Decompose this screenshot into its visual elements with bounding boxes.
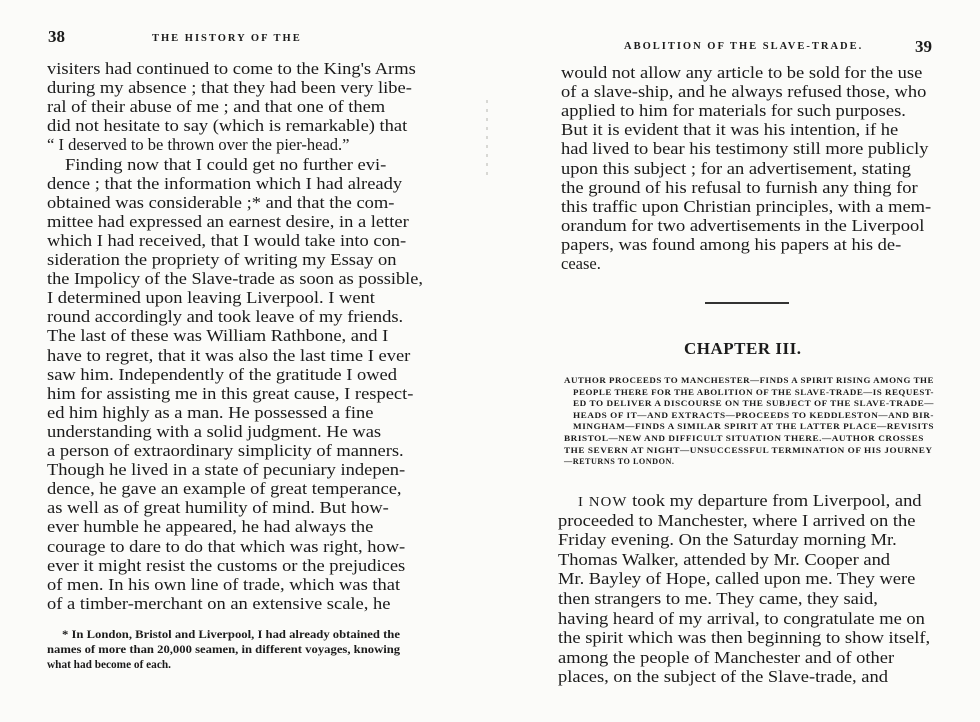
body-line: The last of these was William Rathbone, and I <box>47 326 389 346</box>
body-line: But it is evident that it was his intention, if he <box>561 120 899 140</box>
body-line: ed him highly as a man. He possessed a fine <box>47 402 374 422</box>
chapter-body-line: proceeded to Manchester, where I arrived on the <box>558 510 916 530</box>
left-running-head: THE HISTORY OF THE <box>152 33 302 44</box>
body-line: mittee had expressed an earnest desire, in a letter <box>47 211 409 231</box>
footnote-line: * In London, Bristol and Liverpool, I had already obtained the <box>62 629 400 641</box>
body-line: round accordingly and took leave of my friends. <box>47 307 404 327</box>
body-line: Finding now that I could get no further evi- <box>65 154 387 174</box>
body-line: ever humble he appeared, he had always the <box>47 517 374 537</box>
right-running-head: ABOLITION OF THE SLAVE-TRADE. <box>624 41 864 52</box>
opening-line-text: took my departure from Liverpool, and <box>627 491 922 510</box>
body-line: visiters had continued to come to the King's Arms <box>47 59 416 78</box>
chapter-body-line: then strangers to me. They came, they said, <box>558 589 878 608</box>
section-divider <box>705 302 789 304</box>
body-line: the Impolicy of the Slave-trade as soon as possible, <box>47 269 423 289</box>
body-line: which I had received, that I would take into con- <box>47 230 407 250</box>
footnote-line: names of more than 20,000 seamen, in different voyages, knowing <box>47 644 401 657</box>
chapter-first-line <box>578 491 922 511</box>
body-line: dence, he gave an example of great temperance, <box>47 479 402 499</box>
body-line: Though he lived in a state of pecuniary indepen- <box>47 460 406 480</box>
chapter-body-line: Friday evening. On the Saturday morning Mr. <box>558 530 897 550</box>
body-line: applied to him for materials for such purposes. <box>561 101 906 121</box>
summary-line: HEADS OF IT—AND EXTRACTS—PROCEEDS TO KEDDLESTON—AND BIR- <box>573 410 934 420</box>
chapter-body-line: places, on the subject of the Slave-trade, and <box>558 667 888 687</box>
body-line: as well as of great humility of mind. But how- <box>47 498 389 518</box>
body-line: would not allow any article to be sold for the use <box>561 63 923 82</box>
summary-line: THE SEVERN AT NIGHT—UNSUCCESSFUL TERMINATION OF HIS JOURNEY <box>564 445 933 455</box>
chapter-body-line: Thomas Walker, attended by Mr. Cooper and <box>558 549 891 569</box>
left-page-number: 38 <box>48 27 65 46</box>
body-line: I determined upon leaving Liverpool. I went <box>47 288 375 308</box>
body-line: had lived to bear his testimony still more publicly <box>561 139 929 159</box>
body-line: saw him. Independently of the gratitude I owed <box>47 364 397 384</box>
body-line: ral of their abuse of me ; and that one of them <box>47 97 386 117</box>
chapter-body-line: having heard of my arrival, to congratulate me on <box>558 608 925 628</box>
body-line: orandum for two advertisements in the Liverpool <box>561 215 925 235</box>
body-line: “ I deserved to be thrown over the pier-head.” <box>47 135 350 155</box>
body-line: have to regret, that it was also the last time I ever <box>47 345 411 365</box>
body-line: of men. In his own line of trade, which was that <box>47 574 401 594</box>
body-line: sideration the propriety of writing my Essay on <box>47 250 397 269</box>
body-line: of a timber-merchant on an extensive scale, he <box>47 593 391 613</box>
body-line: of a slave-ship, and he always refused those, who <box>561 82 927 102</box>
summary-line: ED TO DELIVER A DISCOURSE ON THE SUBJECT OF THE SLAVE-TRADE— <box>573 399 934 409</box>
body-line: papers, was found among his papers at his de- <box>561 234 902 254</box>
body-line: during my absence ; that they had been very libe- <box>47 78 412 98</box>
footnote-line: what had become of each. <box>47 659 171 672</box>
body-line: a person of extraordinary simplicity of manners. <box>47 441 404 460</box>
chapter-body-line: Mr. Bayley of Hope, called upon me. They were <box>558 569 916 589</box>
summary-line: —RETURNS TO LONDON. <box>564 457 675 467</box>
body-line: him for assisting me in this great cause, I respect- <box>47 383 414 403</box>
summary-line: BRISTOL—NEW AND DIFFICULT SITUATION THERE.—AUTHOR CROSSES <box>564 434 924 443</box>
body-line: this traffic upon Christian principles, with a mem- <box>561 196 932 216</box>
chapter-body-line: among the people of Manchester and of other <box>558 647 895 667</box>
body-line: the ground of his refusal to furnish any thing for <box>561 177 918 197</box>
body-line: ever it might resist the customs or the prejudices <box>47 555 406 575</box>
body-line: courage to dare to do that which was right, how- <box>47 536 406 556</box>
body-line: dence ; that the information which I had already <box>47 173 403 193</box>
right-page-number: 39 <box>915 37 932 56</box>
body-line: obtained was considerable ;* and that the com- <box>47 192 395 212</box>
summary-line: MINGHAM—FINDS A SIMILAR SPIRIT AT THE LATTER PLACE—REVISITS <box>573 422 934 432</box>
body-line: cease. <box>561 254 601 273</box>
summary-line: AUTHOR PROCEEDS TO MANCHESTER—FINDS A SPIRIT RISING AMONG THE <box>564 376 934 385</box>
body-line: understanding with a solid judgment. He was <box>47 421 382 441</box>
body-line: upon this subject ; for an advertisement, stating <box>561 158 912 178</box>
chapter-title: CHAPTER III. <box>684 339 802 358</box>
chapter-body-line: the spirit which was then beginning to show itself, <box>558 628 931 648</box>
summary-line: PEOPLE THERE FOR THE ABOLITION OF THE SLAVE-TRADE—IS REQUEST- <box>573 387 934 397</box>
body-line: did not hesitate to say (which is remarkable) that <box>47 116 408 136</box>
page-gutter <box>486 100 488 180</box>
opening-word: I NOW <box>578 494 628 509</box>
